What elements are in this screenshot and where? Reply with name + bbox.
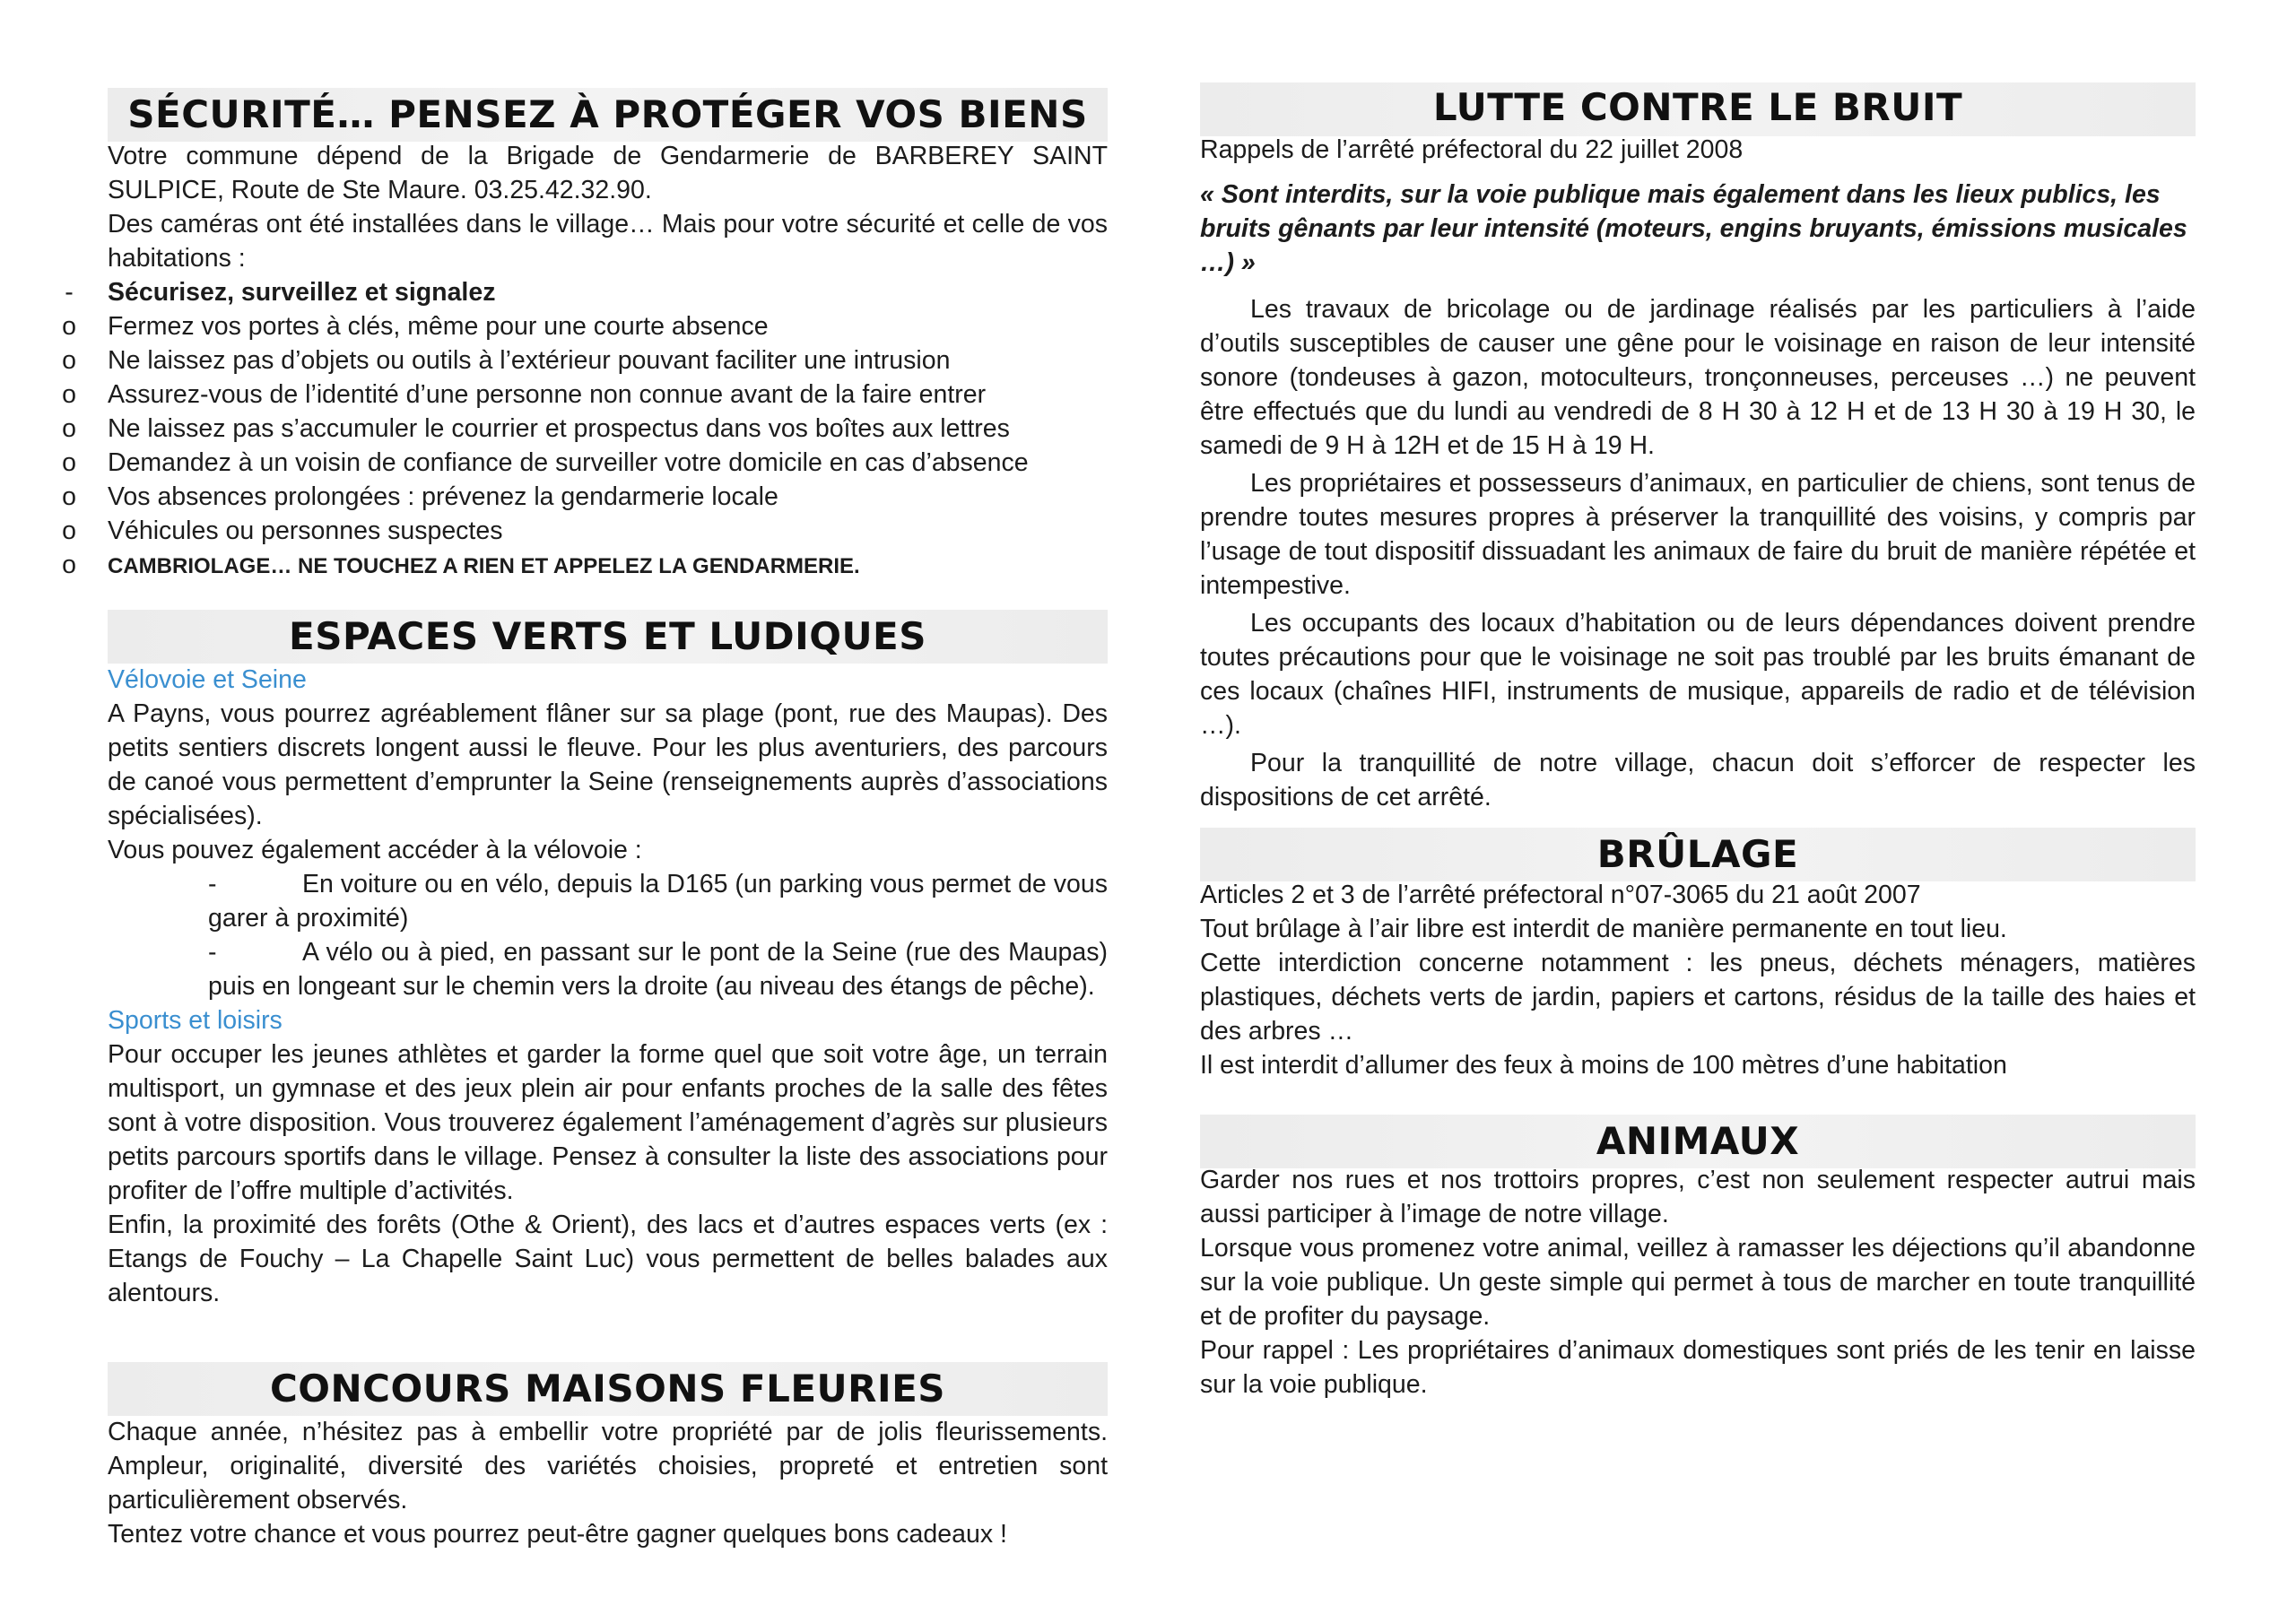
list-item: o Assurez-vous de l’identité d’une personne non connue avant de la faire entrer	[62, 380, 987, 409]
list-item: - Sécurisez, surveillez et signalez	[65, 278, 496, 307]
list-item: - A vélo ou à pied, en passant sur le pont de la Seine (rue des Maupas) puis en longeant sur le chemin vers la droite (au niveau des étangs de pêche).	[208, 938, 1108, 1001]
animaux-body	[1200, 1163, 2196, 1402]
list-item: o CAMBRIOLAGE… NE TOUCHEZ A RIEN ET APPELEZ LA GENDARMERIE.	[62, 551, 860, 579]
animaux-line-2: Lorsque vous promenez votre animal, veillez à ramasser les déjections qu’il abandonne sur la voie publique. Un geste simple qui permet à tous de marcher en toute tranquillité et de profiter du paysage.	[1200, 1234, 2196, 1331]
velovoie-subheading: Vélovoie et Seine	[108, 665, 307, 694]
espaces-p4: Enfin, la proximité des forêts (Othe & Orient), des lacs et d’autres espaces verts (ex : Etangs de Fouchy – La Chapelle Saint Luc) vous permettent de belles balades aux alentours.	[108, 1211, 1108, 1307]
espaces-p3: Pour occuper les jeunes athlètes et garder la forme quel que soit votre âge, un terrain multisport, un gymnase et des jeux plein air pour enfants proches de la salle des fêtes sont à votre disposition. Vous trouverez également l’aménagement d’agrès sur plusieurs petits parcours sportifs dans le village. Pensez à consulter la liste des associations pour profiter de l’offre multiple d’activités.	[108, 1040, 1108, 1205]
espaces-p1: A Payns, vous pourrez agréablement flâner sur sa plage (pont, rue des Maupas). Des petits sentiers discrets longent aussi le fleuve. Pour les plus aventuriers, des parcours de canoé vous permettent d’emprunter la Seine (renseignements auprès d’associations spécialisées).	[108, 699, 1108, 830]
espaces-heading: ESPACES VERTS ET LUDIQUES	[289, 614, 926, 658]
concours-p2: Tentez votre chance et vous pourrez peut-être gagner quelques bons cadeaux !	[108, 1520, 1007, 1549]
list-item: o Ne laissez pas d’objets ou outils à l’extérieur pouvant faciliter une intrusion	[62, 346, 951, 375]
concours-p1: Chaque année, n’hésitez pas à embellir votre propriété par de jolis fleurissements. Ampleur, originalité, diversité des variétés choisies, propreté et entretien sont particulièrement observés.	[108, 1418, 1108, 1515]
brulage-line-2: Tout brûlage à l’air libre est interdit de manière permanente en tout lieu.	[1200, 915, 2007, 943]
bruit-para-3: Les occupants des locaux d’habitation ou de leurs dépendances doivent prendre toutes précautions pour que le voisinage ne soit pas troublé par les bruits émanant de ces locaux (chaînes HIFI, instruments de musique, appareils de radio et de télévision …).	[1200, 609, 2196, 740]
securite-heading: SÉCURITÉ… PENSEZ À PROTÉGER VOS BIENS	[127, 92, 1088, 136]
sports-subheading: Sports et loisirs	[108, 1006, 283, 1035]
bruit-para-1: Les travaux de bricolage ou de jardinage réalisés par les particuliers à l’aide d’outils susceptibles de causer une gêne pour le voisinage en raison de leur intensité sonore (tondeuses à gazon, motoculteurs, tronçonneuses, perceuses …) ne peuvent être effectués que du lundi au vendredi de 8 H 30 à 12 H et de 13 H 30 à 19 H 30, le samedi de 9 H à 12H et de 15 H à 19 H.	[1200, 295, 2196, 460]
animaux-line-1: Garder nos rues et nos trottoirs propres, c’est non seulement respecter autrui mais aussi participer à l’image de notre village.	[1200, 1166, 2196, 1228]
list-item: o Vos absences prolongées : prévenez la gendarmerie locale	[62, 482, 778, 511]
securite-intro-1: Votre commune dépend de la Brigade de Gendarmerie de BARBEREY SAINT SULPICE, Route de Ste Maure. 03.25.42.32.90.	[108, 142, 1108, 204]
securite-intro	[108, 139, 1108, 275]
espaces-p2: Vous pouvez également accéder à la vélovoie :	[108, 836, 642, 864]
securite-intro-2: Des caméras ont été installées dans le village… Mais pour votre sécurité et celle de vos habitations :	[108, 210, 1108, 273]
list-item: o Ne laissez pas s’accumuler le courrier et prospectus dans vos boîtes aux lettres	[62, 414, 1010, 443]
list-item: - En voiture ou en vélo, depuis la D165 (un parking vous permet de vous garer à proximité)	[208, 870, 1108, 933]
list-item: o Fermez vos portes à clés, même pour une courte absence	[62, 312, 769, 341]
bruit-para-2: Les propriétaires et possesseurs d’animaux, en particulier de chiens, sont tenus de prendre toutes mesures propres à préserver la tranquillité des voisins, y compris par l’usage de tout dispositif dissuadant les animaux de faire du bruit de manière répétée et intempestive.	[1200, 469, 2196, 600]
brulage-heading: BRÛLAGE	[1596, 832, 1799, 876]
bruit-ref: Rappels de l’arrêté préfectoral du 22 juillet 2008	[1200, 135, 1744, 164]
brulage-line-3: Cette interdiction concerne notamment : les pneus, déchets ménagers, matières plastiques, déchets verts de jardin, papiers et cartons, résidus de la taille des haies et des arbres …	[1200, 949, 2196, 1046]
espaces-body	[108, 663, 1108, 1310]
velovoie-dash-list	[208, 867, 1108, 1003]
bruit-quote: « Sont interdits, sur la voie publique mais également dans les lieux publics, les bruits gênants par leur intensité (moteurs, engins bruyants, émissions musicales …) »	[1200, 180, 2187, 277]
securite-list	[56, 275, 1108, 584]
bruit-body	[1200, 133, 2196, 818]
list-item: o Véhicules ou personnes suspectes	[62, 516, 503, 545]
list-item: o Demandez à un voisin de confiance de surveiller votre domicile en cas d’absence	[62, 448, 1029, 477]
bruit-paragraphs	[1200, 292, 2196, 814]
brulage-body	[1200, 878, 2196, 1082]
bruit-heading: LUTTE CONTRE LE BRUIT	[1432, 85, 1963, 129]
brulage-line-4: Il est interdit d’allumer des feux à moins de 100 mètres d’une habitation	[1200, 1051, 2007, 1080]
concours-heading: CONCOURS MAISONS FLEURIES	[269, 1367, 946, 1410]
brulage-line-1: Articles 2 et 3 de l’arrêté préfectoral n°07-3065 du 21 août 2007	[1200, 881, 1921, 909]
animaux-line-3: Pour rappel : Les propriétaires d’animaux domestiques sont priés de les tenir en laisse sur la voie publique.	[1200, 1336, 2196, 1399]
bruit-para-4: Pour la tranquillité de notre village, chacun doit s’efforcer de respecter les dispositions de cet arrêté.	[1200, 749, 2196, 812]
concours-body	[108, 1415, 1108, 1551]
animaux-heading: ANIMAUX	[1596, 1119, 1800, 1163]
